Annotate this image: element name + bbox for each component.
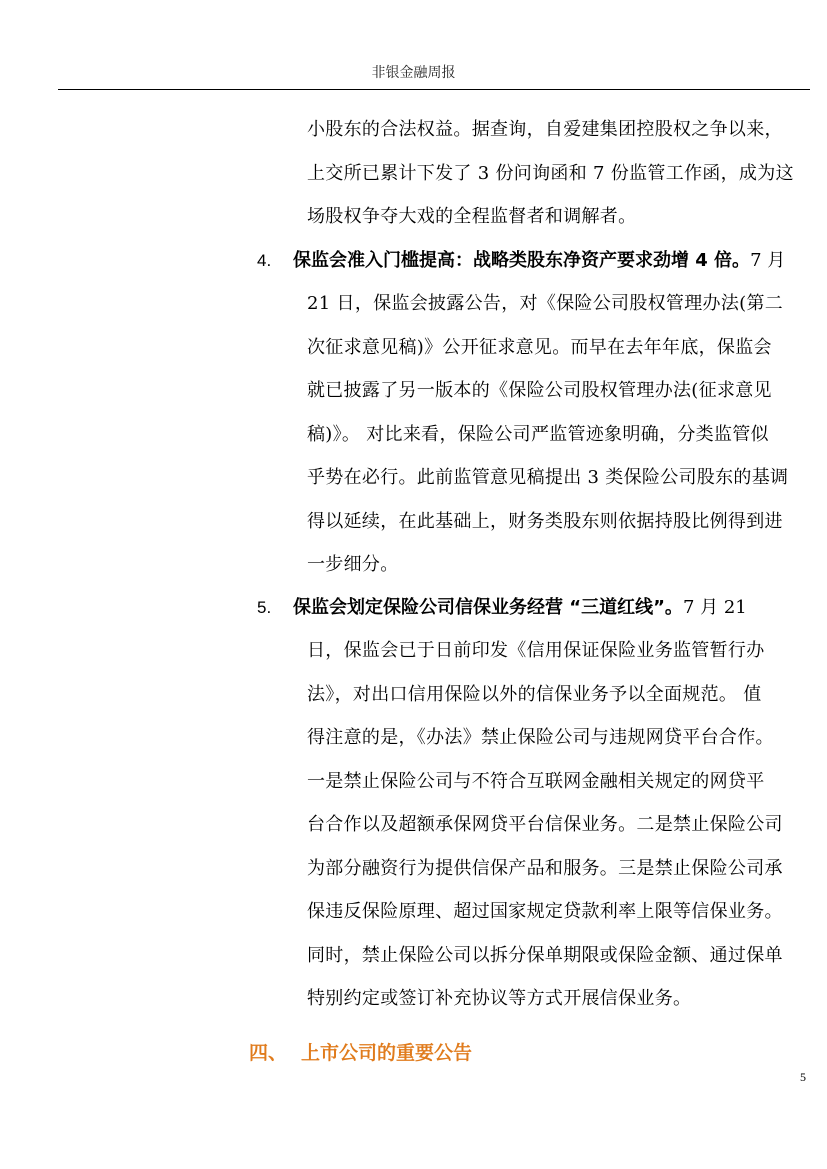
header-divider [58, 89, 810, 90]
paragraph-line: 小股东的合法权益。据查询，自爱建集团控股权之争以来， [307, 119, 783, 140]
paragraph-line: 乎势在必行。此前监管意见稿提出 3 类保险公司股东的基调 [307, 467, 789, 488]
list-item-body [307, 629, 809, 1021]
list-item-first-tail: 7 月 21 [682, 597, 747, 618]
paragraph-line: 场股权争夺大戏的全程监督者和调解者。 [307, 206, 637, 227]
paragraph-line: 稿)》。 对比来看，保险公司严监管迹象明确，分类监管似 [307, 423, 769, 445]
continuation-paragraph [307, 108, 809, 239]
list-item-body [307, 282, 809, 587]
list-item-title: 保监会划定保险公司信保业务经营 “三道红线”。 [293, 597, 683, 618]
list-item-first-tail: 7 月 [750, 250, 786, 271]
paragraph-line: 特别约定或签订补充协议等方式开展信保业务。 [307, 988, 692, 1009]
list-item-first-line [293, 586, 747, 630]
paragraph-line: 同时，禁止保险公司以拆分保单期限或保险金额、通过保单 [307, 944, 783, 966]
section-number: 四、 [249, 1042, 288, 1064]
paragraph-line: 台合作以及超额承保网贷平台信保业务。二是禁止保险公司 [307, 814, 783, 835]
paragraph-line: 日，保监会已于日前印发《信用保证保险业务监管暂行办 [307, 640, 765, 661]
list-item-number: 4. [257, 251, 272, 270]
paragraph-line: 得以延续，在此基础上，财务类股东则依据持股比例得到进 [307, 510, 783, 532]
paragraph-line: 一是禁止保险公司与不符合互联网金融相关规定的网贷平 [307, 770, 765, 792]
page-number: 5 [800, 1070, 806, 1084]
paragraph-line: 上交所已累计下发了 3 份问询函和 7 份监管工作函，成为这 [307, 162, 794, 184]
list-item-first-line [293, 239, 785, 283]
section-title: 上市公司的重要公告 [301, 1042, 473, 1064]
paragraph-line: 得注意的是，《办法》禁止保险公司与违规网贷平台合作。 [307, 727, 774, 748]
list-item-title: 保监会准入门槛提高：战略类股东净资产要求劲增 4 倍。 [293, 250, 751, 271]
report-header-title: 非银金融周报 [371, 65, 456, 81]
paragraph-line: 次征求意见稿)》公开征求意见。而早在去年年底，保监会 [307, 336, 772, 358]
paragraph-line: 一步细分。 [307, 554, 399, 575]
paragraph-line: 法》，对出口信用保险以外的信保业务予以全面规范。 值 [307, 683, 762, 705]
paragraph-line: 就已披露了另一版本的《保险公司股权管理办法(征求意见 [307, 380, 772, 401]
paragraph-line: 为部分融资行为提供信保产品和服务。三是禁止保险公司承 [307, 857, 783, 879]
paragraph-line: 21 日，保监会披露公告，对《保险公司股权管理办法(第二 [307, 293, 784, 314]
paragraph-line: 保违反保险原理、超过国家规定贷款利率上限等信保业务。 [307, 901, 783, 922]
section-heading [249, 1038, 472, 1065]
list-item-number: 5. [257, 598, 272, 617]
